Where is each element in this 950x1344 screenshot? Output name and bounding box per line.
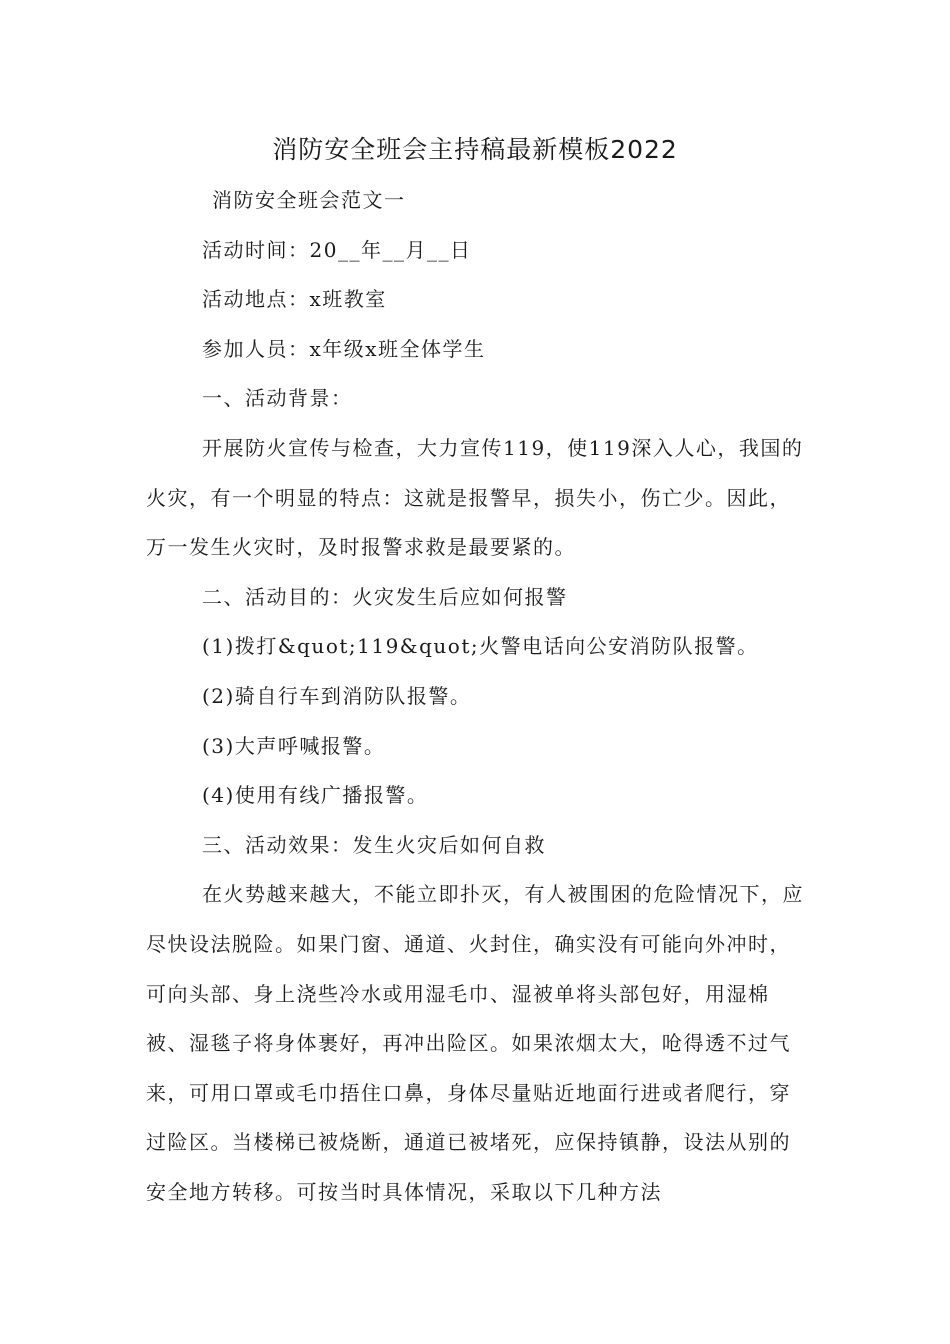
paragraph-self-rescue-body: 在火势越来越大，不能立即扑灭，有人被围困的危险情况下，应尽快设法脱险。如果门窗、通道、火封住，确实没有可能向外冲时，可向头部、身上浇些冷水或用湿毛巾、湿被单将头部包好，用湿棉被、湿毯子将身体裹好，再冲出险区。如果浓烟太大，呛得透不过气来，可用口罩或毛巾捂住口鼻，身体尽量贴近地面行进或者爬行，穿过险区。当楼梯已被烧断，通道已被堵死，应保持镇静，设法从别的安全地方转移。可按当时具体情况，采取以下几种方法 <box>146 882 804 1204</box>
paragraph-heading-effect: 三、活动效果：发生火灾后如何自救 <box>202 832 546 857</box>
list-item-report-3: (3)大声呼喊报警。 <box>202 733 386 758</box>
paragraph-heading-background: 一、活动背景： <box>202 386 353 411</box>
paragraph-activity-time: 活动时间：20__年__月__日 <box>202 237 472 262</box>
list-item-report-2: (2)骑自行车到消防队报警。 <box>202 683 472 708</box>
paragraph-participants: 参加人员：x年级x班全体学生 <box>202 336 486 361</box>
paragraph-heading-purpose: 二、活动目的：火灾发生后应如何报警 <box>202 584 568 609</box>
list-item-report-4: (4)使用有线广播报警。 <box>202 783 429 808</box>
paragraph-section-heading: 消防安全班会范文一 <box>212 188 406 212</box>
document-title: 消防安全班会主持稿最新模板2022 <box>272 135 678 164</box>
paragraph-activity-location: 活动地点：x班教室 <box>202 287 387 312</box>
list-item-report-1: (1)拨打&quot;119&quot;火警电话向公安消防队报警。 <box>202 634 759 659</box>
paragraph-background-body: 开展防火宣传与检查，大力宣传119，使119深入人心，我国的火灾，有一个明显的特点：这就是报警早，损失小，伤亡少。因此，万一发生火灾时，及时报警求救是最要紧的。 <box>146 435 804 560</box>
document-body <box>146 176 806 1217</box>
